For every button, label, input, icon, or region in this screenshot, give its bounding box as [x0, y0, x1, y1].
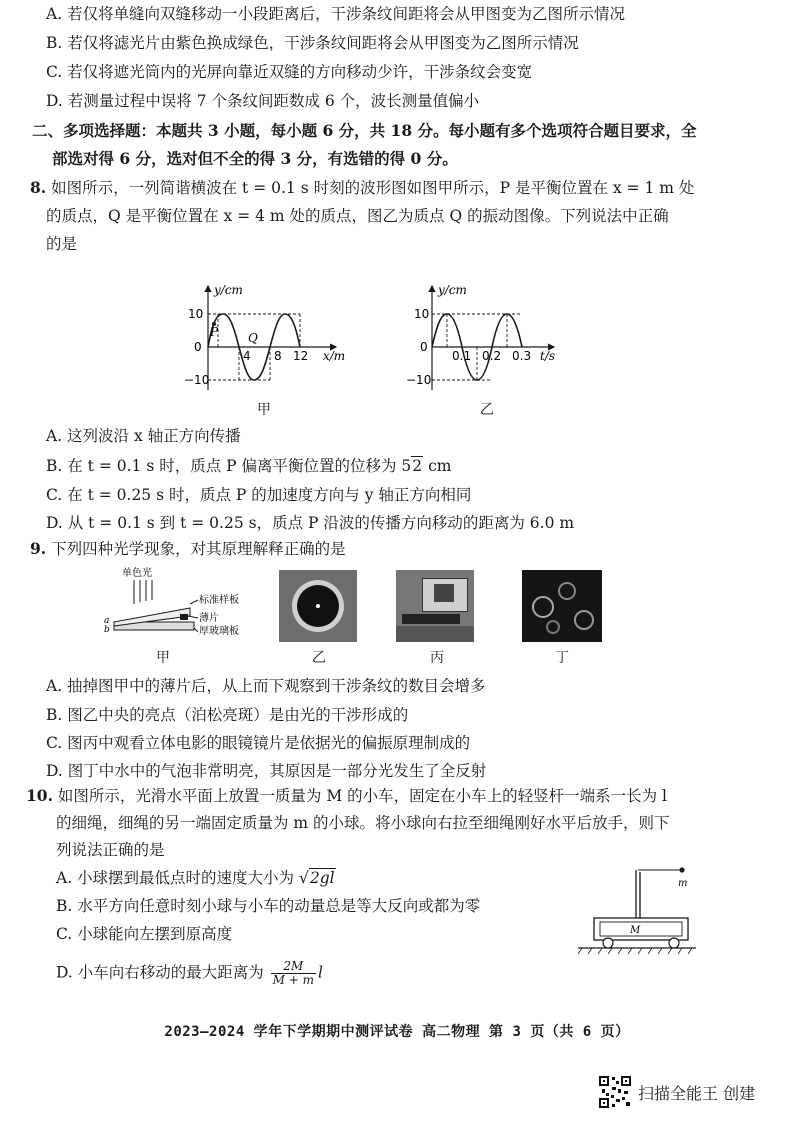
q8-number: 8.: [30, 178, 47, 197]
jia-xtick-8: 8: [274, 349, 282, 363]
q10-figure-label-m: m: [678, 878, 688, 889]
scanner-watermark: [598, 1075, 755, 1109]
jia-label-q: Q: [248, 331, 258, 345]
q9-stem: [30, 539, 346, 559]
jia-ylabel: y/cm: [214, 283, 243, 297]
q10-stem-line1: [26, 786, 667, 806]
q8-figure-jia-wave: [184, 280, 358, 410]
q10-option-a-text: A. 小球摆到最低点时的速度大小为: [56, 869, 299, 887]
q10-fraction-numerator: 2M: [271, 960, 316, 974]
q9-caption-bing: 丙: [430, 650, 444, 666]
q8-caption-yi: 乙: [480, 402, 494, 418]
q10-option-d-l: l: [318, 963, 323, 982]
q7-option-c: C. 若仅将遮光筒内的光屏向靠近双缝的方向移动少许，干涉条纹会变宽: [46, 63, 533, 81]
q9-caption-ding: 丁: [555, 650, 569, 666]
q9-caption-jia: 甲: [156, 650, 170, 666]
q8-option-c: C. 在 t = 0.25 s 时，质点 P 的加速度方向与 y 轴正方向相同: [46, 486, 472, 504]
q10-fraction-denominator: M + m: [272, 973, 315, 987]
q8-option-b-text: B. 在 t = 0.1 s 时，质点 P 偏离平衡位置的位移为 5: [46, 457, 412, 475]
q9-option-d: D. 图丁中水中的气泡非常明亮，其原因是一部分光发生了全反射: [46, 762, 487, 780]
q10-option-b: B. 水平方向任意时刻小球与小车的动量总是等大反向或都为零: [56, 897, 481, 915]
watermark-text: 扫描全能王 创建: [638, 1083, 756, 1103]
q9-number: 9.: [30, 539, 47, 558]
q8-option-b-unit: cm: [423, 457, 452, 475]
section2-header-line2: 部选对得 6 分，选对但不全的得 3 分，有选错的得 0 分。: [52, 149, 458, 168]
q10-option-d: [56, 960, 323, 987]
q9-option-c: C. 图丙中观看立体电影的眼镜镜片是依据光的偏振原理制成的: [46, 734, 471, 752]
jia-xlabel: x/m: [323, 349, 346, 363]
q9-photo-poisson-spot: [279, 570, 357, 642]
yi-ytick-10: 10: [414, 307, 430, 321]
jia-xtick-4: 4: [243, 349, 251, 363]
yi-xlabel: t/s: [540, 349, 556, 363]
q8-caption-jia: 甲: [257, 402, 271, 418]
q10-stem-line2: 的细绳，细绳的另一端固定质量为 m 的小球。将小球向右拉至细绳刚好水平后放手，则下: [56, 814, 670, 832]
q10-number: 10.: [26, 786, 53, 805]
yi-ytick-0: 0: [420, 340, 428, 354]
jia-ytick-neg10: −10: [184, 373, 210, 387]
q8-stem-line1: [30, 178, 694, 198]
q9-label-thick: 厚玻璃板: [199, 626, 239, 637]
q7-option-b: B. 若仅将滤光片由紫色换成绿色，干涉条纹间距将会从甲图变为乙图所示情况: [46, 34, 579, 52]
jia-ytick-0: 0: [194, 340, 202, 354]
q10-option-a: A. 小球摆到最低点时的速度大小为 √2gl: [56, 869, 335, 887]
q8-stem-line2: 的质点，Q 是平衡位置在 x = 4 m 处的质点，图乙为质点 Q 的振动图像。下列说法中正确: [46, 207, 669, 225]
q9-stem-text: 下列四种光学现象，对其原理解释正确的是: [51, 540, 346, 558]
q9-label-thin: 薄片: [199, 613, 219, 624]
q10-stem-line3: 列说法正确的是: [56, 841, 165, 859]
yi-xtick-01: 0.1: [452, 349, 472, 363]
q9-figure-jia-thin-film: [100, 566, 260, 646]
jia-ytick-10: 10: [188, 307, 204, 321]
q10-stem-text1: 如图所示，光滑水平面上放置一质量为 M 的小车，固定在小车上的轻竖杆一端系一长为 l: [57, 787, 668, 805]
q8-figure-yi-vibration: [404, 280, 574, 410]
jia-xtick-12: 12: [293, 349, 309, 363]
q10-option-a-sqrt: 2gl: [309, 869, 335, 887]
q9-option-a: A. 抽掉图甲中的薄片后，从上而下观察到干涉条纹的数目会增多: [46, 677, 486, 695]
q9-caption-yi: 乙: [312, 650, 326, 666]
q9-label-a: a: [104, 616, 110, 626]
q10-option-d-text: D. 小车向右移动的最大距离为: [56, 963, 264, 982]
q8-stem-line3: 的是: [46, 235, 78, 253]
q10-figure-cart-pendulum: [578, 852, 698, 956]
page-footer: 2023—2024 学年下学期期中测评试卷 高二物理 第 3 页（共 6 页）: [164, 1024, 630, 1040]
q8-option-b: [46, 456, 451, 476]
q9-label-plate: 标准样板: [199, 595, 239, 606]
q8-option-b-sqrt: 2: [412, 457, 423, 475]
yi-xtick-03: 0.3: [512, 349, 532, 363]
q9-label-b: b: [104, 625, 110, 635]
q8-option-a: A. 这列波沿 x 轴正方向传播: [46, 427, 241, 445]
q9-photo-bubbles: [522, 570, 602, 642]
q8-option-d: D. 从 t = 0.1 s 到 t = 0.25 s，质点 P 沿波的传播方向移动的距离为 6.0 m: [46, 514, 575, 532]
q10-option-c: C. 小球能向左摆到原高度: [56, 925, 233, 943]
yi-ytick-neg10: −10: [406, 373, 432, 387]
jia-label-p: P: [210, 325, 219, 339]
section2-header-line1: 二、多项选择题：本题共 3 小题，每小题 6 分，共 18 分。每小题有多个选项符合题目要求，全: [32, 121, 697, 140]
q9-label-light: 单色光: [122, 568, 152, 579]
q7-option-d: D. 若测量过程中误将 7 个条纹间距数成 6 个，波长测量值偏小: [46, 92, 480, 110]
yi-xtick-02: 0.2: [482, 349, 502, 363]
q9-photo-3d-cinema: [396, 570, 474, 642]
q10-option-d-fraction: [271, 960, 316, 987]
q7-option-a: A. 若仅将单缝向双缝移动一小段距离后，干涉条纹间距将会从甲图变为乙图所示情况: [46, 5, 626, 23]
q10-figure-label-M: M: [630, 925, 641, 936]
yi-ylabel: y/cm: [438, 283, 467, 297]
q8-stem-text1: 如图所示，一列简谐横波在 t = 0.1 s 时刻的波形图如图甲所示，P 是平衡位置在 x = 1 m 处: [51, 179, 695, 197]
q9-option-b: B. 图乙中央的亮点（泊松亮斑）是由光的干涉形成的: [46, 706, 409, 724]
qr-code-icon: [598, 1075, 632, 1109]
